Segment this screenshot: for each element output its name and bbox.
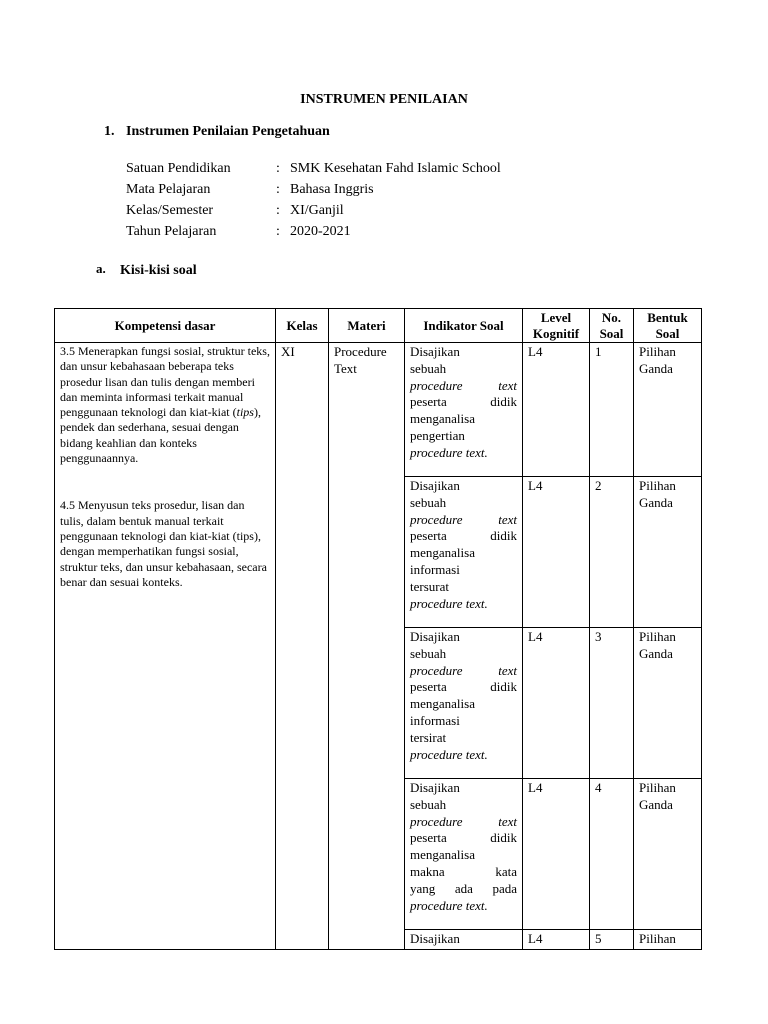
info-value: Bahasa Inggris	[290, 182, 374, 197]
ind-line: tersurat	[410, 578, 449, 594]
ind-line: sebuah	[410, 796, 447, 812]
section-number: 1.	[104, 124, 115, 139]
bentuk-line1: Pilihan	[639, 629, 676, 644]
ind-line: Disajikan	[410, 629, 460, 644]
ind-line: sebuah	[410, 645, 447, 661]
ind-line: peserta didik	[410, 528, 517, 544]
bentuk-line2: Ganda	[639, 796, 673, 812]
header-bentuk-line1: Bentuk	[647, 309, 688, 325]
kisi-kisi-table	[54, 308, 702, 950]
ind-line: procedure text.	[410, 595, 488, 611]
ind-line: peserta didik	[410, 394, 517, 410]
bentuk-line2: Ganda	[639, 494, 673, 510]
bentuk-line1: Pilihan	[639, 344, 676, 359]
kd-3-5-tips: tips	[236, 405, 254, 420]
level-cell: L4	[523, 477, 590, 628]
header-no-line1: No.	[601, 309, 622, 325]
info-colon: :	[276, 224, 280, 239]
header-level-line1: Level	[540, 309, 572, 325]
no-cell: 5	[590, 930, 634, 950]
ind-line: procedure text	[410, 511, 517, 527]
ind-line: sebuah	[410, 494, 447, 510]
ind-line: procedure text.	[410, 897, 488, 913]
subsection-title: Kisi-kisi soal	[120, 263, 197, 278]
ind-line: informasi	[410, 561, 460, 577]
ind-line: sebuah	[410, 360, 447, 376]
ind-line: Disajikan	[410, 478, 460, 493]
ind-line: menganalisa	[410, 696, 475, 712]
info-label: Mata Pelajaran	[126, 182, 211, 197]
indikator-cell	[405, 477, 523, 628]
ind-line: Disajikan	[410, 931, 460, 946]
info-row-tahun	[126, 221, 501, 242]
subsection-heading	[96, 261, 197, 279]
ind-line: procedure text	[410, 662, 517, 678]
no-cell: 3	[590, 628, 634, 779]
materi-line2: Text	[334, 360, 357, 376]
ind-line: procedure text.	[410, 746, 488, 762]
indikator-cell	[405, 343, 523, 477]
info-value: 2020-2021	[290, 224, 351, 239]
header-no-line2: Soal	[599, 325, 624, 341]
bentuk-cell: Pilihan	[634, 930, 702, 950]
ind-line: menganalisa	[410, 847, 475, 863]
header-kompetensi: Kompetensi dasar	[55, 309, 276, 343]
ind-line: procedure text.	[410, 444, 488, 460]
no-cell: 1	[590, 343, 634, 477]
kd-3-5-text-end: ), pendek dan sederhana, sesuai dengan bidang keahlian dan konteks penggunaannya.	[60, 405, 261, 466]
header-bentuk	[634, 309, 702, 343]
info-label: Kelas/Semester	[126, 203, 214, 218]
header-level	[523, 309, 590, 343]
header-kelas: Kelas	[276, 309, 329, 343]
info-label: Satuan Pendidikan	[126, 161, 231, 176]
table-header-row	[55, 309, 702, 343]
info-value: SMK Kesehatan Fahd Islamic School	[290, 161, 501, 176]
header-no	[590, 309, 634, 343]
ind-line: procedure text	[410, 377, 517, 393]
header-indikator: Indikator Soal	[405, 309, 523, 343]
level-cell: L4	[523, 779, 590, 930]
info-value: XI/Ganjil	[290, 203, 344, 218]
section-title: Instrumen Penilaian Pengetahuan	[126, 124, 330, 139]
info-row-mapel	[126, 179, 501, 200]
info-colon: :	[276, 182, 280, 197]
bentuk-cell	[634, 477, 702, 628]
bentuk-line1: Pilihan	[639, 780, 676, 795]
ind-line: makna kata	[410, 863, 517, 879]
indikator-cell	[405, 930, 523, 950]
ind-line: tersirat	[410, 729, 447, 745]
info-row-kelas	[126, 200, 501, 221]
bentuk-cell	[634, 628, 702, 779]
info-colon: :	[276, 203, 280, 218]
info-block	[126, 158, 501, 242]
bentuk-cell	[634, 343, 702, 477]
subsection-letter: a.	[96, 261, 106, 276]
header-level-line2: Kognitif	[532, 325, 580, 341]
ind-line: yang ada pada	[410, 880, 517, 896]
ind-line: Disajikan	[410, 344, 460, 359]
materi-line1: Procedure	[334, 344, 387, 359]
bentuk-cell	[634, 779, 702, 930]
info-colon: :	[276, 161, 280, 176]
indikator-cell	[405, 779, 523, 930]
level-cell: L4	[523, 628, 590, 779]
bentuk-line2: Ganda	[639, 360, 673, 376]
ind-line: Disajikan	[410, 780, 460, 795]
ind-line: informasi	[410, 712, 460, 728]
level-cell: L4	[523, 343, 590, 477]
page-title: INSTRUMEN PENILAIAN	[300, 92, 468, 107]
info-row-satuan	[126, 158, 501, 179]
kelas-cell: XI	[276, 343, 329, 950]
table-row	[55, 343, 702, 477]
materi-cell	[329, 343, 405, 950]
header-materi: Materi	[329, 309, 405, 343]
ind-line: peserta didik	[410, 679, 517, 695]
bentuk-line1: Pilihan	[639, 478, 676, 493]
bentuk-line2: Ganda	[639, 645, 673, 661]
kd-3-5	[60, 344, 270, 466]
kd-3-5-text: 3.5 Menerapkan fungsi sosial, struktur teks, dan unsur kebahasaan beberapa teks prosedur lisan dan tulis dengan memberi dan meminta informasi terkait manual penggunaan teknologi dan kiat-kiat (	[60, 344, 270, 420]
kompetensi-cell	[55, 343, 276, 950]
kd-4-5: 4.5 Menyusun teks prosedur, lisan dan tulis, dalam bentuk manual terkait penggunaan teknologi dan kiat-kiat (tips), dengan memperhatikan fungsi sosial, struktur teks, dan unsur kebahasaan, secara benar dan sesuai konteks.	[60, 498, 267, 589]
no-cell: 4	[590, 779, 634, 930]
ind-line: procedure text	[410, 813, 517, 829]
ind-line: peserta didik	[410, 830, 517, 846]
ind-line: menganalisa	[410, 411, 475, 427]
level-cell: L4	[523, 930, 590, 950]
ind-line: menganalisa	[410, 545, 475, 561]
no-cell: 2	[590, 477, 634, 628]
indikator-cell	[405, 628, 523, 779]
section-heading	[104, 124, 330, 140]
ind-line: pengertian	[410, 427, 465, 443]
info-label: Tahun Pelajaran	[126, 224, 217, 239]
header-bentuk-line2: Soal	[655, 325, 680, 341]
